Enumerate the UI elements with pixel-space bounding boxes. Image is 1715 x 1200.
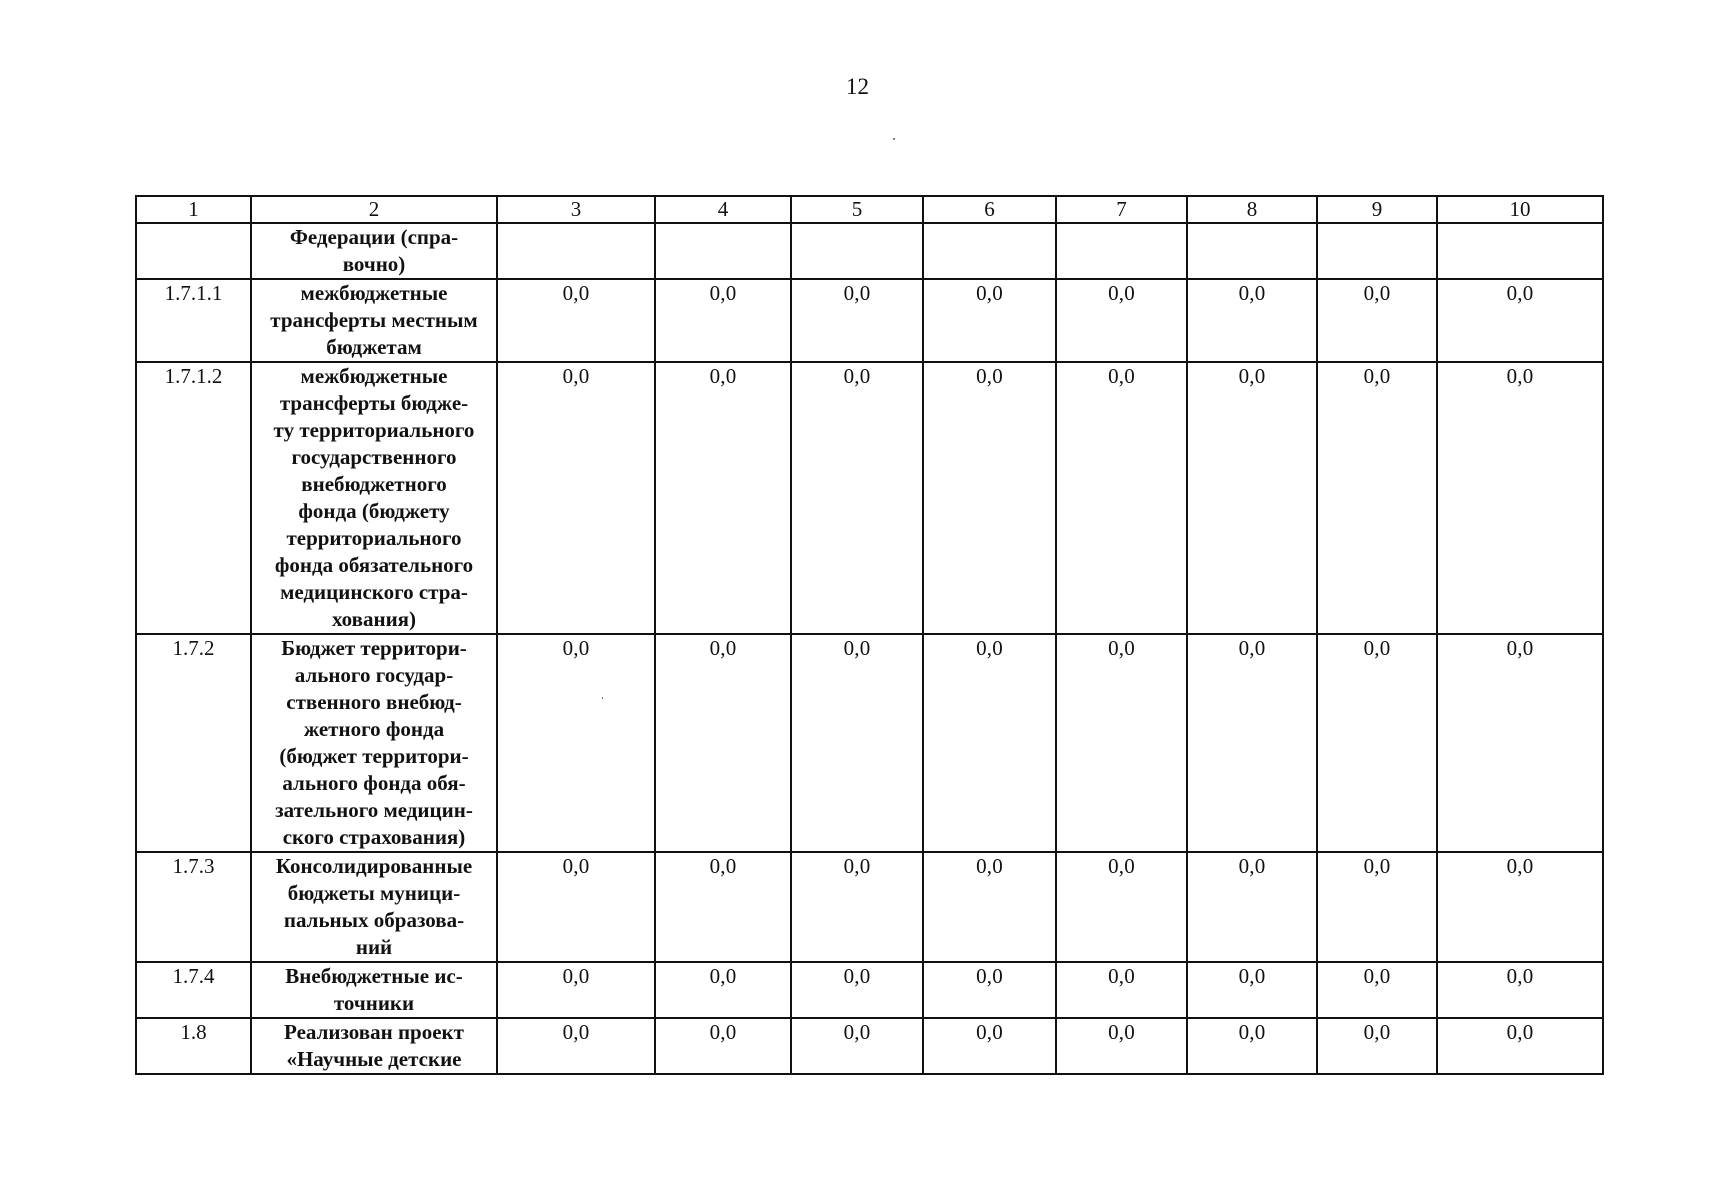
value-cell-col-6: 0,0 (923, 1018, 1056, 1074)
value-cell-col-8 (1187, 223, 1317, 279)
value-cell-col-7: 0,0 (1056, 1018, 1187, 1074)
column-header-8: 8 (1187, 196, 1317, 223)
value-cell-col-8: 0,0 (1187, 362, 1317, 634)
value-cell-col-7: 0,0 (1056, 634, 1187, 852)
value-cell-col-6 (923, 223, 1056, 279)
value-cell-col-3: 0,0 (497, 1018, 655, 1074)
row-name: межбюджетные трансферты бюдже- ту территориального государственного внебюджетного фонда (бюджету территориального фонда обязательного медицинского стра- хования) (251, 362, 497, 634)
value-cell-col-5: 0,0 (791, 852, 923, 962)
value-cell-col-4: 0,0 (655, 1018, 791, 1074)
value-cell-col-8: 0,0 (1187, 852, 1317, 962)
table-header (136, 196, 1603, 223)
page-number: 12 (846, 74, 869, 99)
value-cell-col-4: 0,0 (655, 962, 791, 1018)
value-cell-col-8: 0,0 (1187, 634, 1317, 852)
table-row (136, 962, 1603, 1018)
column-header-4: 4 (655, 196, 791, 223)
value-cell-col-4 (655, 223, 791, 279)
row-name: Бюджет территори- ального государ- ственного внебюд- жетного фонда (бюджет территори- ального фонда обя- зательного медицин- ского страхования) (251, 634, 497, 852)
value-cell-col-3: 0,0 (497, 852, 655, 962)
table-row (136, 634, 1603, 852)
row-code: 1.7.4 (136, 962, 251, 1018)
column-header-7: 7 (1056, 196, 1187, 223)
row-code: 1.7.3 (136, 852, 251, 962)
column-header-1: 1 (136, 196, 251, 223)
value-cell-col-3: 0,0 (497, 362, 655, 634)
row-name: Реализован проект «Научные детские (251, 1018, 497, 1074)
value-cell-col-5 (791, 223, 923, 279)
value-cell-col-5: 0,0 (791, 1018, 923, 1074)
value-cell-col-3: 0,0 (497, 279, 655, 362)
value-cell-col-7: 0,0 (1056, 852, 1187, 962)
column-header-9: 9 (1317, 196, 1437, 223)
row-code (136, 223, 251, 279)
value-cell-col-10: 0,0 (1437, 634, 1603, 852)
value-cell-col-6: 0,0 (923, 962, 1056, 1018)
row-name: Внебюджетные ис- точники (251, 962, 497, 1018)
value-cell-col-4: 0,0 (655, 634, 791, 852)
value-cell-col-5: 0,0 (791, 634, 923, 852)
value-cell-col-8: 0,0 (1187, 962, 1317, 1018)
value-cell-col-10: 0,0 (1437, 1018, 1603, 1074)
table-row (136, 223, 1603, 279)
value-cell-col-8: 0,0 (1187, 1018, 1317, 1074)
row-code: 1.7.1.1 (136, 279, 251, 362)
value-cell-col-5: 0,0 (791, 362, 923, 634)
column-header-3: 3 (497, 196, 655, 223)
budget-table (135, 195, 1604, 1075)
table-row (136, 279, 1603, 362)
column-header-6: 6 (923, 196, 1056, 223)
value-cell-col-5: 0,0 (791, 279, 923, 362)
row-name: Консолидированные бюджеты муници- пальных образова- ний (251, 852, 497, 962)
row-code: 1.8 (136, 1018, 251, 1074)
value-cell-col-9: 0,0 (1317, 962, 1437, 1018)
value-cell-col-4: 0,0 (655, 279, 791, 362)
value-cell-col-9: 0,0 (1317, 1018, 1437, 1074)
column-header-5: 5 (791, 196, 923, 223)
value-cell-col-4: 0,0 (655, 362, 791, 634)
column-header-10: 10 (1437, 196, 1603, 223)
row-name: Федерации (спра- вочно) (251, 223, 497, 279)
value-cell-col-3 (497, 223, 655, 279)
value-cell-col-9: 0,0 (1317, 362, 1437, 634)
value-cell-col-5: 0,0 (791, 962, 923, 1018)
value-cell-col-7 (1056, 223, 1187, 279)
value-cell-col-9: 0,0 (1317, 634, 1437, 852)
table-row (136, 852, 1603, 962)
row-name: межбюджетные трансферты местным бюджетам (251, 279, 497, 362)
value-cell-col-10 (1437, 223, 1603, 279)
value-cell-col-6: 0,0 (923, 852, 1056, 962)
value-cell-col-6: 0,0 (923, 279, 1056, 362)
value-cell-col-6: 0,0 (923, 634, 1056, 852)
table-row (136, 1018, 1603, 1074)
value-cell-col-10: 0,0 (1437, 362, 1603, 634)
value-cell-col-8: 0,0 (1187, 279, 1317, 362)
value-cell-col-7: 0,0 (1056, 962, 1187, 1018)
scan-speck (893, 138, 895, 140)
value-cell-col-9: 0,0 (1317, 852, 1437, 962)
header-row (136, 196, 1603, 223)
column-header-2: 2 (251, 196, 497, 223)
value-cell-col-4: 0,0 (655, 852, 791, 962)
table-row (136, 362, 1603, 634)
value-cell-col-9: 0,0 (1317, 279, 1437, 362)
row-code: 1.7.1.2 (136, 362, 251, 634)
value-cell-col-7: 0,0 (1056, 279, 1187, 362)
value-cell-col-9 (1317, 223, 1437, 279)
value-cell-col-3: 0,0 (497, 962, 655, 1018)
value-cell-col-7: 0,0 (1056, 362, 1187, 634)
value-cell-col-3: 0,0 (497, 634, 655, 852)
row-code: 1.7.2 (136, 634, 251, 852)
value-cell-col-10: 0,0 (1437, 962, 1603, 1018)
value-cell-col-10: 0,0 (1437, 852, 1603, 962)
value-cell-col-6: 0,0 (923, 362, 1056, 634)
value-cell-col-10: 0,0 (1437, 279, 1603, 362)
table-body (136, 223, 1603, 1074)
